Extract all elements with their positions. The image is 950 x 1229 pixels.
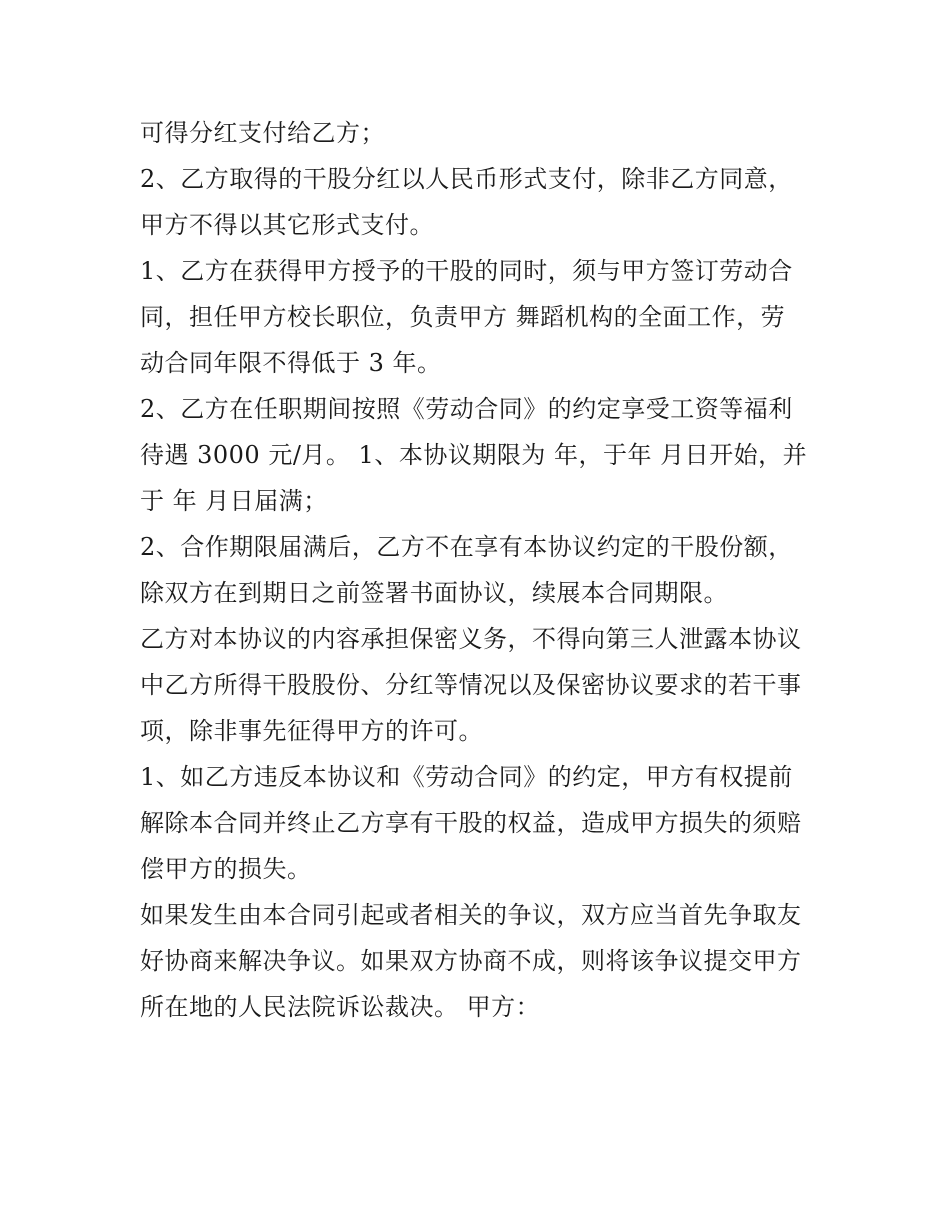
text-line: 动合同年限不得低于 3 年。 (140, 349, 442, 377)
text-line: 1、如乙方违反本协议和《劳动合同》的约定，甲方有权提前 (140, 763, 793, 791)
text-line: 待遇 3000 元/月。 1、本协议期限为 年，于年 月日开始，并 (140, 441, 808, 469)
text-line: 乙方对本协议的内容承担保密义务，不得向第三人泄露本协议 (140, 625, 802, 653)
text-line: 同，担任甲方校长职位，负责甲方 舞蹈机构的全面工作，劳 (140, 303, 786, 331)
text-line: 于 年 月日届满； (140, 487, 328, 515)
text-line: 偿甲方的损失。 (140, 855, 312, 883)
text-line: 2、合作期限届满后，乙方不在享有本协议约定的干股份额， (140, 533, 793, 561)
text-line: 解除本合同并终止乙方享有干股的权益，造成甲方损失的须赔 (140, 809, 802, 837)
text-line: 好协商来解决争议。如果双方协商不成，则将该争议提交甲方 (140, 947, 802, 975)
text-line: 所在地的人民法院诉讼裁决。 甲方： (140, 993, 541, 1021)
text-line: 中乙方所得干股股份、分红等情况以及保密协议要求的若干事 (140, 671, 802, 699)
text-line: 可得分红支付给乙方； (140, 119, 385, 147)
document-body (140, 110, 820, 1030)
text-line: 除双方在到期日之前签署书面协议，续展本合同期限。 (140, 579, 728, 607)
text-line: 甲方不得以其它形式支付。 (140, 211, 434, 239)
text-line: 1、乙方在获得甲方授予的干股的同时，须与甲方签订劳动合 (140, 257, 793, 285)
text-line: 2、乙方在任职期间按照《劳动合同》的约定享受工资等福利 (140, 395, 793, 423)
text-line: 2、乙方取得的干股分红以人民币形式支付，除非乙方同意， (140, 165, 793, 193)
text-line: 项，除非事先征得甲方的许可。 (140, 717, 483, 745)
text-line: 如果发生由本合同引起或者相关的争议，双方应当首先争取友 (140, 901, 802, 929)
